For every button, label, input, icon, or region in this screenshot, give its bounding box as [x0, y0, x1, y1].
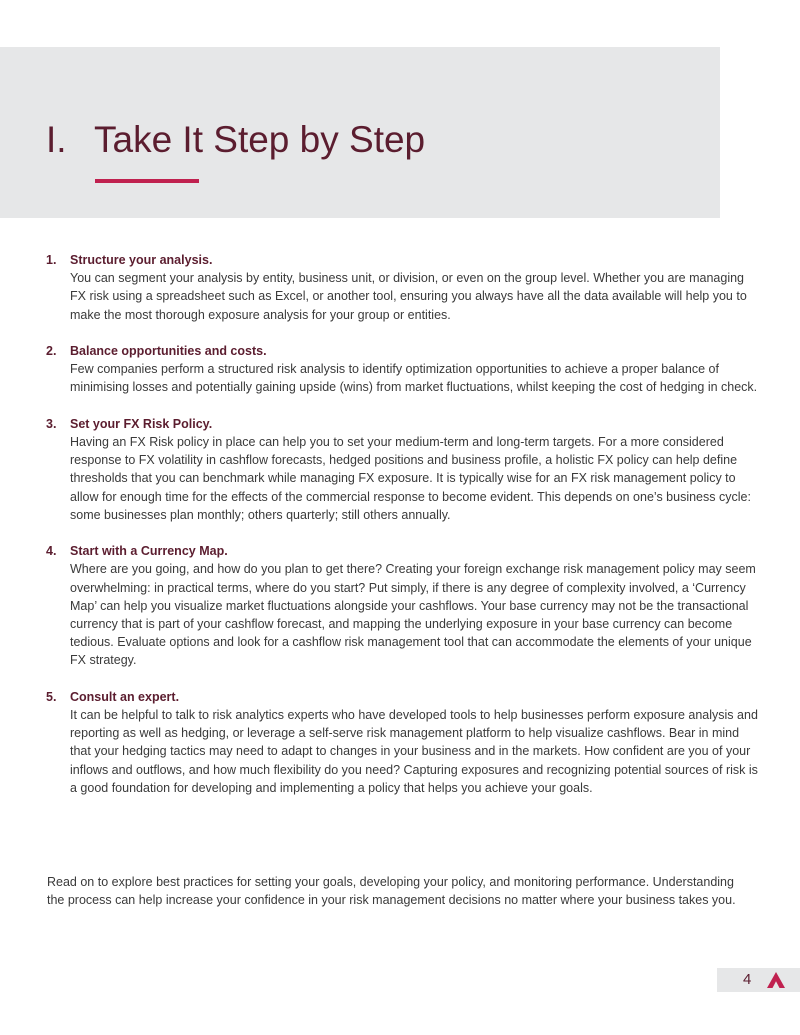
brand-chevron-logo-icon [767, 972, 785, 988]
step-body: Where are you going, and how do you plan to get there? Creating your foreign exchange risk management policy may seem overwhelming: in practical terms, where do you start? Put simply, if there is any degree of complexity involved, a ‘Currency Map’ can help you visualize market fluctuations alongside your cashflows. Your base currency may not be the transactional currency that is part of your cashflow forecast, and mapping the underlying exposure in your base currency can become tedious. Evaluate options and look for a cashflow risk management tool that can accommodate the elements of your unique FX strategy. [70, 562, 756, 668]
step-item [46, 542, 758, 669]
step-item [46, 251, 758, 324]
closing-paragraph: Read on to explore best practices for setting your goals, developing your policy, and monitoring performance. Understanding the process can help increase your confidence in your risk management decisions no matter where your business takes you. [47, 875, 736, 908]
step-number: 3. [46, 416, 57, 431]
step-item [46, 415, 758, 524]
title-underline [95, 179, 199, 183]
step-body: It can be helpful to talk to risk analytics experts who have developed tools to help businesses perform exposure analysis and reporting as well as hedging, or leverage a self-serve risk management platform to help visualize cashflows. Bear in mind that your hedging tactics may need to adapt to changes in your business and in the markets. How confident are you of your inflows and outflows, and how much flexibility do you need? Capturing exposures and recognizing potential sources of risk is a good foundation for developing and implementing a policy that helps you achieve your goals. [70, 708, 758, 795]
step-number: 2. [46, 344, 57, 358]
steps-list [46, 251, 758, 815]
section-number: I. [46, 119, 67, 160]
step-number: 5. [46, 689, 57, 704]
step-title: Set your FX Risk Policy. [70, 416, 213, 431]
step-number: 4. [46, 544, 57, 559]
step-title: Start with a Currency Map. [70, 544, 228, 559]
page-number-tab [717, 968, 800, 992]
step-item [46, 688, 758, 797]
page-number: 4 [743, 971, 752, 988]
step-body: Few companies perform a structured risk analysis to identify optimization opportunities to achieve a proper balance of minimising losses and potentially gaining upside (wins) from market fluctuations, whilst keeping the cost of hedging in check. [70, 362, 758, 395]
step-title: Consult an expert. [70, 689, 180, 704]
step-body: Having an FX Risk policy in place can help you to set your medium-term and long-term targets. For a more considered response to FX volatility in cashflow forecasts, hedged positions and business profile, a holistic FX policy can help define thresholds that you can benchmark while managing FX exposure. It is typically wise for an FX risk management policy to allow for enough time for the effects of the commercial response to become evident. This depends on one’s business cycle: some businesses plan monthly; others quarterly; still others annually. [70, 435, 751, 522]
step-item [46, 342, 758, 397]
page-title [46, 118, 425, 162]
step-title: Structure your analysis. [70, 253, 213, 267]
section-title: Take It Step by Step [94, 119, 426, 160]
step-body: You can segment your analysis by entity, business unit, or division, or even on the group level. Whether you are managing FX risk using a spreadsheet such as Excel, or another tool, ensuring you always have all the data available will help you to make the most thorough exposure analysis for your group or entities. [70, 271, 747, 322]
step-title: Balance opportunities and costs. [70, 344, 267, 358]
step-number: 1. [46, 253, 57, 267]
